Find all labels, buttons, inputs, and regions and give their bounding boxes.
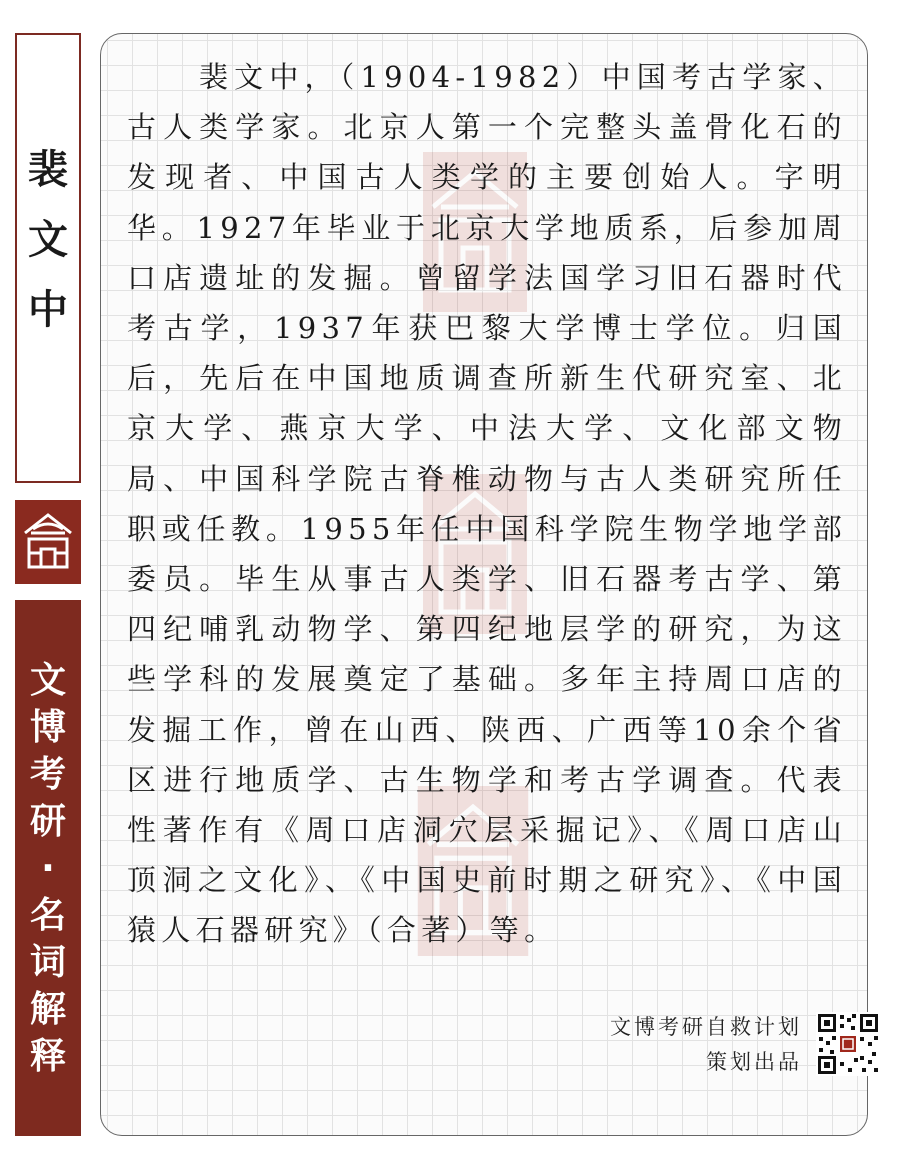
- credit-line: 文博考研自救计划: [610, 1015, 802, 1039]
- credit-line: 策划出品: [706, 1050, 802, 1074]
- series-title-char: 文: [29, 659, 66, 701]
- series-title-band: [15, 600, 81, 1136]
- definition-paragraph: 裴文中，（1904-1982）中国考古学家、古人类学家。北京人第一个完整头盖骨化石的发现者、中国古人类学的主要创始人。字明华。1927年毕业于北京大学地质系，后参加周口店遗址的发掘。曾留学法国学习旧石器时代考古学，1937年获巴黎大学博士学位。归国后，先后在中国地质调查所新生代研究室、北京大学、燕京大学、中法大学、文化部文物局、中国科学院古脊椎动物与古人类研究所任职或任教。1955年任中国科学院生物学地学部委员。毕生从事古人类学、旧石器考古学、第四纪哺乳动物学、第四纪地层学的研究，为这些学科的发展奠定了基础。多年主持周口店的发掘工作，曾在山西、陕西、广西等10余个省区进行地质学、古生物学和考古学调查。代表性著作有《周口店洞穴层采掘记》、《周口店山顶洞之文化》、《中国史前时期之研究》、《中国猿人石器研究》（合著）等。: [127, 60, 847, 948]
- grid-paper-card: [100, 33, 868, 1136]
- name-label-box: [15, 33, 81, 483]
- series-title-char: 研: [29, 800, 66, 842]
- series-title-char: 词: [29, 941, 66, 983]
- pavilion-seal-icon: [15, 500, 81, 584]
- series-title-char: ·: [41, 847, 55, 889]
- credit-footer: [610, 1010, 802, 1080]
- name-char: 中: [28, 287, 68, 333]
- name-char: 文: [28, 217, 68, 263]
- series-title-char: 释: [29, 1035, 66, 1077]
- qr-code-icon[interactable]: [816, 1012, 880, 1076]
- series-title-char: 博: [29, 706, 66, 748]
- series-title-char: 名: [29, 894, 66, 936]
- series-title-char: 解: [29, 988, 66, 1030]
- name-char: 裴: [28, 147, 68, 193]
- series-title-char: 考: [29, 753, 66, 795]
